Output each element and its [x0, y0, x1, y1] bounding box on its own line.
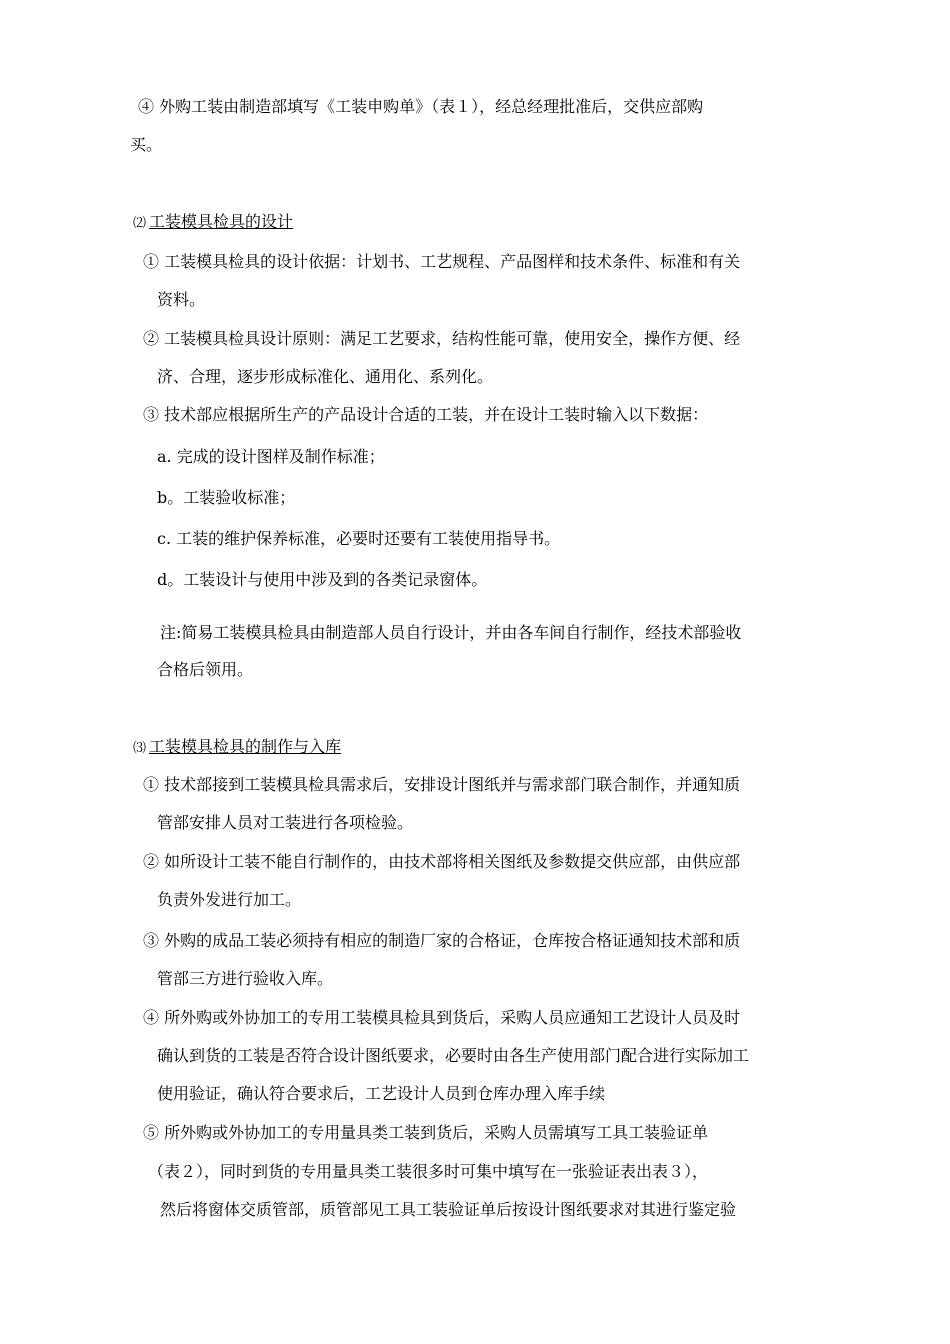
s2-item2-line2: 济、合理，逐步形成标准化、通用化、系列化。 [157, 367, 494, 386]
intro-line-1: ④ 外购工装由制造部填写《工装申购单》（表１），经总经理批准后，交供应部购 [138, 97, 704, 116]
s2-note-line1: 注:简易工装模具检具由制造部人员自行设计，并由各车间自行制作，经技术部验收 [160, 623, 742, 642]
section-3-heading [133, 736, 341, 760]
s2-sub-d: d。工装设计与使用中涉及到的各类记录窗体。 [157, 570, 488, 589]
s3-item5-line3: 然后将窗体交质管部，质管部见工具工装验证单后按设计图纸要求对其进行鉴定验 [160, 1200, 737, 1219]
s3-item1-line2: 管部安排人员对工装进行各项检验。 [157, 813, 414, 832]
section-2-title: 工装模具检具的设计 [149, 212, 294, 231]
section-3-title: 工装模具检具的制作与入库 [149, 737, 342, 756]
s3-item4-line2: 确认到货的工装是否符合设计图纸要求，必要时由各生产使用部门配合进行实际加工 [157, 1046, 750, 1065]
s3-item5-line1: ⑤ 所外购或外协加工的专用量具类工装到货后，采购人员需填写工具工装验证单 [143, 1123, 709, 1142]
section-2-heading [133, 211, 293, 235]
section-3-number: ⑶ [133, 741, 147, 756]
s3-item5-line2: （表２），同时到货的专用量具类工装很多时可集中填写在一张验证表出表３）， [148, 1162, 709, 1181]
s3-item3-line2: 管部三方进行验收入库。 [157, 969, 334, 988]
s3-item4-line1: ④ 所外购或外协加工的专用工装模具检具到货后，采购人员应通知工艺设计人员及时 [143, 1008, 741, 1027]
s2-item3-line1: ③ 技术部应根据所生产的产品设计合适的工装，并在设计工装时输入以下数据： [143, 405, 709, 424]
s2-item2-line1: ② 工装模具检具设计原则：满足工艺要求，结构性能可靠，使用安全，操作方便、经 [143, 329, 741, 348]
s3-item4-line3: 使用验证，确认符合要求后，工艺设计人员到仓库办理入库手续 [157, 1084, 606, 1103]
s3-item2-line1: ② 如所设计工装不能自行制作的，由技术部将相关图纸及参数提交供应部，由供应部 [143, 852, 741, 871]
s3-item3-line1: ③ 外购的成品工装必须持有相应的制造厂家的合格证，仓库按合格证通知技术部和质 [143, 931, 741, 950]
s2-item1-line1: ① 工装模具检具的设计依据：计划书、工艺规程、产品图样和技术条件、标准和有关 [143, 252, 741, 271]
section-2-number: ⑵ [133, 216, 147, 231]
s3-item1-line1: ① 技术部接到工装模具检具需求后，安排设计图纸并与需求部门联合制作，并通知质 [143, 775, 741, 794]
s3-item2-line2: 负责外发进行加工。 [157, 890, 302, 909]
s2-item1-line2: 资料。 [157, 290, 206, 309]
s2-sub-a: a. 完成的设计图样及制作标准； [157, 447, 385, 466]
s2-note-line2: 合格后领用。 [157, 660, 254, 679]
s2-sub-b: b。工装验收标准； [157, 488, 296, 507]
s2-sub-c: c. 工装的维护保养标准，必要时还要有工装使用指导书。 [157, 529, 561, 548]
intro-line-2: 买。 [130, 135, 163, 154]
